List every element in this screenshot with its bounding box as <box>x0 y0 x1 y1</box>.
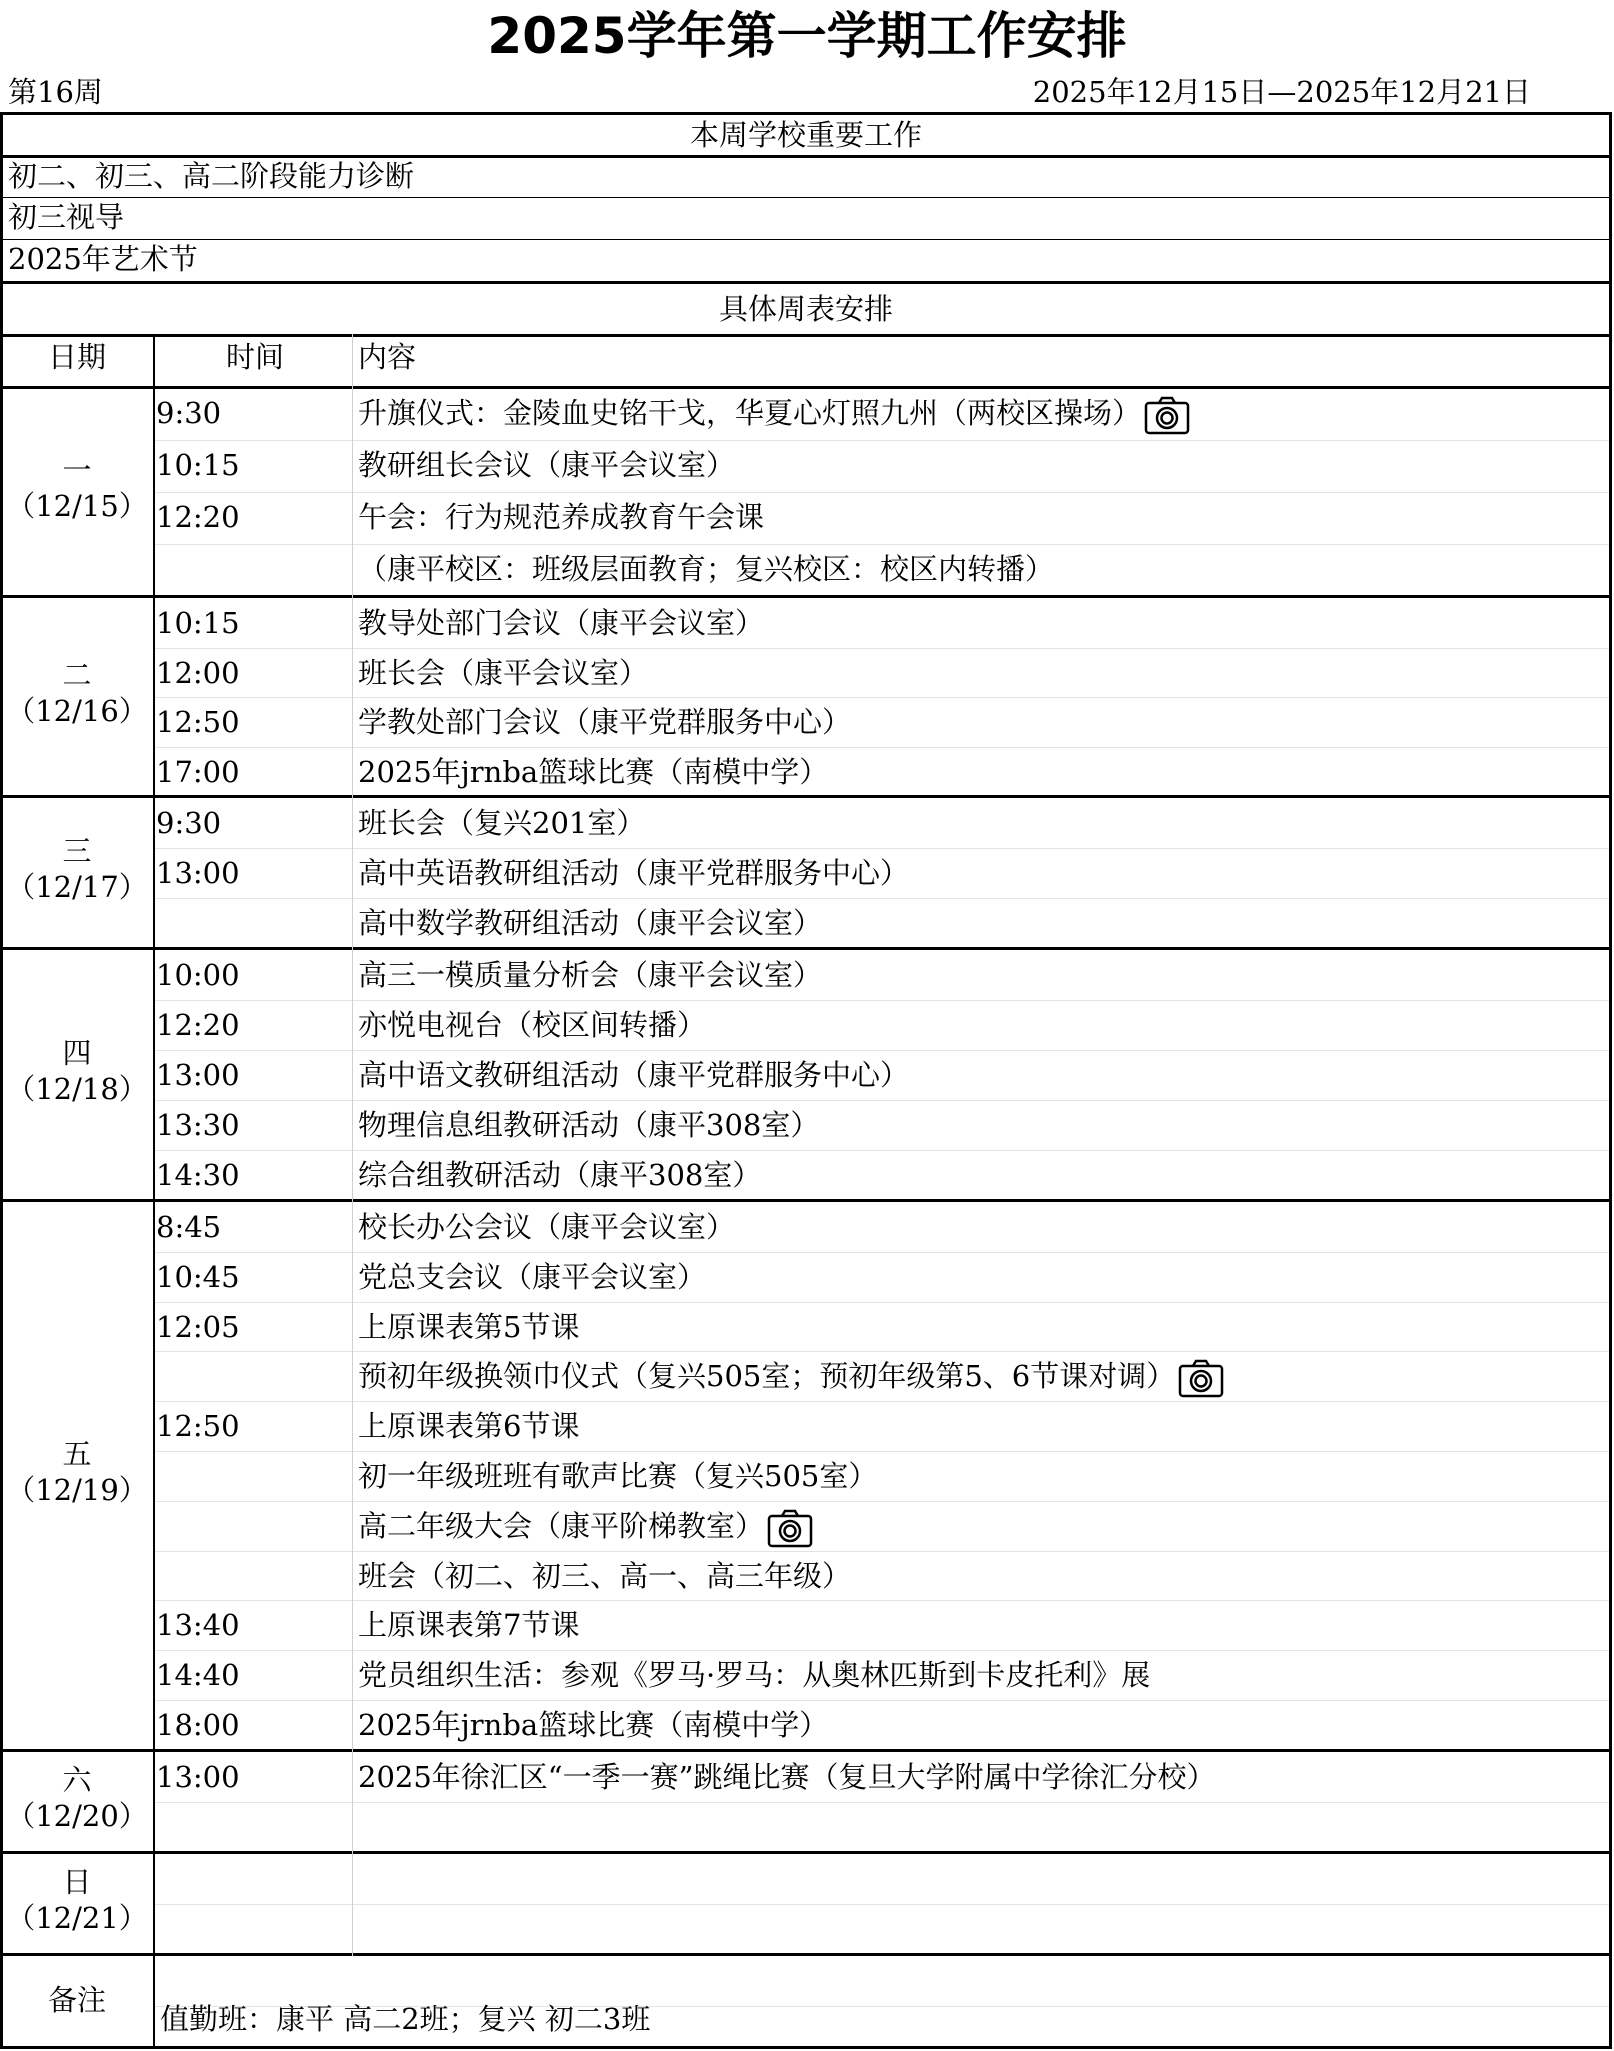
row-divider <box>0 239 1612 240</box>
content-cell: 党总支会议（康平会议室） <box>358 1259 707 1294</box>
content-cell: 班长会（康平会议室） <box>358 655 649 690</box>
row-gridline <box>154 1150 1609 1151</box>
time-cell: 12:20 <box>156 1008 240 1042</box>
content-cell: （康平校区：班级层面教育；复兴校区：校区内转播） <box>358 552 1055 586</box>
time-cell: 13:00 <box>156 856 240 890</box>
day-name: 二 <box>62 658 92 692</box>
row-gridline <box>154 1451 1609 1452</box>
time-cell: 10:15 <box>156 606 240 640</box>
row-gridline <box>154 1401 1609 1402</box>
row-gridline <box>154 1000 1609 1001</box>
row-gridline <box>154 544 1609 545</box>
day-date: （12/19） <box>6 1473 148 1508</box>
content-cell: 2025年jrnba篮球比赛（南模中学） <box>358 754 829 789</box>
time-cell: 18:00 <box>156 1708 240 1742</box>
column-divider <box>352 334 353 1956</box>
row-gridline <box>154 1351 1609 1352</box>
time-cell: 12:05 <box>156 1309 240 1344</box>
content-cell: 上原课表第6节课 <box>358 1409 580 1444</box>
content-cell: 高中数学教研组活动（康平会议室） <box>358 906 823 940</box>
time-cell: 9:30 <box>156 396 222 430</box>
row-gridline <box>154 697 1609 698</box>
row-divider <box>0 1199 1612 1202</box>
content-cell: 班会（初二、初三、高一、高三年级） <box>358 1558 852 1593</box>
row-gridline <box>154 1904 1609 1905</box>
row-gridline <box>154 1600 1609 1601</box>
day-date: （12/18） <box>6 1072 148 1107</box>
row-divider <box>0 1749 1612 1752</box>
time-cell: 12:20 <box>156 500 240 534</box>
row-divider <box>0 947 1612 950</box>
row-gridline <box>154 1501 1609 1502</box>
day-label <box>0 452 154 525</box>
day-name: 一 <box>62 453 92 487</box>
time-cell: 13:30 <box>156 1108 240 1142</box>
day-date: （12/15） <box>6 489 148 524</box>
content-cell: 预初年级换领巾仪式（复兴505室；预初年级第5、6节课对调） <box>358 1358 1598 1398</box>
content-cell: 高中语文教研组活动（康平党群服务中心） <box>358 1058 910 1092</box>
content-cell: 上原课表第5节课 <box>358 1309 580 1344</box>
day-label <box>0 1436 154 1509</box>
row-gridline <box>154 1100 1609 1101</box>
row-gridline <box>154 492 1609 493</box>
content-cell: 高二年级大会（康平阶梯教室） <box>358 1508 1598 1548</box>
row-divider <box>0 281 1612 284</box>
time-cell: 17:00 <box>156 754 240 789</box>
important-item: 2025年艺术节 <box>8 242 198 276</box>
content-cell: 初一年级班班有歌声比赛（复兴505室） <box>358 1459 878 1493</box>
content-cell: 教导处部门会议（康平会议室） <box>358 606 765 640</box>
row-gridline <box>154 1050 1609 1051</box>
row-gridline <box>154 848 1609 849</box>
day-date: （12/20） <box>6 1799 148 1834</box>
row-gridline <box>154 1252 1609 1253</box>
content-cell: 班长会（复兴201室） <box>358 806 646 840</box>
row-divider <box>0 1851 1612 1854</box>
time-cell: 14:30 <box>156 1158 240 1192</box>
time-cell: 10:00 <box>156 958 240 992</box>
content-cell: 物理信息组教研活动（康平308室） <box>358 1108 820 1142</box>
content-cell: 高三一模质量分析会（康平会议室） <box>358 958 823 992</box>
important-item: 初二、初三、高二阶段能力诊断 <box>8 159 415 193</box>
time-cell: 12:50 <box>156 705 240 739</box>
content-cell: 午会：行为规范养成教育午会课 <box>358 500 765 534</box>
camera-icon <box>1177 1358 1225 1398</box>
row-gridline <box>154 440 1609 441</box>
content-cell: 2025年徐汇区“一季一赛”跳绳比赛（复旦大学附属中学徐汇分校） <box>358 1759 1216 1794</box>
time-cell: 10:45 <box>156 1259 240 1294</box>
day-label <box>0 657 154 730</box>
row-gridline <box>154 1551 1609 1552</box>
camera-icon <box>766 1508 814 1548</box>
row-gridline <box>154 1700 1609 1701</box>
column-header-time: 时间 <box>225 340 284 374</box>
schedule-header: 具体周表安排 <box>718 292 893 326</box>
remarks-text: 值勤班：康平 高二2班；复兴 初二3班 <box>160 2002 651 2036</box>
time-cell: 10:15 <box>156 448 240 482</box>
column-header-date: 日期 <box>47 340 106 374</box>
day-label <box>0 1035 154 1108</box>
row-divider <box>0 595 1612 598</box>
row-gridline <box>154 1802 1609 1803</box>
time-cell: 9:30 <box>156 806 222 840</box>
page-title: 2025学年第一学期工作安排 <box>487 7 1127 65</box>
day-name: 六 <box>62 1762 92 1797</box>
row-divider <box>0 1953 1612 1956</box>
column-header-content: 内容 <box>358 340 417 374</box>
column-divider <box>153 334 155 2049</box>
remarks-label: 备注 <box>47 1983 106 2018</box>
content-cell: 升旗仪式：金陵血史铭干戈，华夏心灯照九州（两校区操场） <box>358 395 1598 435</box>
row-divider <box>0 386 1612 389</box>
day-date: （12/17） <box>6 870 148 905</box>
camera-icon <box>1143 395 1191 435</box>
day-label <box>0 1864 154 1937</box>
row-gridline <box>154 1650 1609 1651</box>
important-header: 本周学校重要工作 <box>689 118 922 152</box>
day-name: 四 <box>62 1036 92 1070</box>
time-cell: 12:00 <box>156 655 240 690</box>
time-cell: 12:50 <box>156 1409 240 1444</box>
time-cell: 13:00 <box>156 1058 240 1092</box>
row-gridline <box>154 747 1609 748</box>
time-cell: 14:40 <box>156 1658 240 1693</box>
day-name: 五 <box>62 1436 92 1471</box>
day-name: 日 <box>62 1864 92 1899</box>
row-gridline <box>154 898 1609 899</box>
time-cell: 13:40 <box>156 1608 240 1643</box>
row-divider <box>0 197 1612 198</box>
week-label: 第16周 <box>8 75 103 109</box>
content-cell: 亦悦电视台（校区间转播） <box>358 1008 707 1042</box>
row-gridline <box>154 648 1609 649</box>
day-date: （12/16） <box>6 694 148 729</box>
time-cell: 13:00 <box>156 1759 240 1794</box>
content-cell: 党员组织生活：参观《罗马·罗马：从奥林匹斯到卡皮托利》展 <box>358 1658 1151 1693</box>
day-label <box>0 833 154 906</box>
row-divider <box>0 795 1612 798</box>
day-label <box>0 1762 154 1835</box>
content-cell: 2025年jrnba篮球比赛（南模中学） <box>358 1708 829 1742</box>
row-divider <box>0 334 1612 337</box>
content-cell: 高中英语教研组活动（康平党群服务中心） <box>358 856 910 890</box>
content-cell: 综合组教研活动（康平308室） <box>358 1158 762 1192</box>
content-cell: 校长办公会议（康平会议室） <box>358 1210 736 1244</box>
content-cell: 教研组长会议（康平会议室） <box>358 448 736 482</box>
content-cell: 学教处部门会议（康平党群服务中心） <box>358 705 852 739</box>
day-name: 三 <box>62 834 92 868</box>
day-date: （12/21） <box>6 1901 148 1936</box>
date-range: 2025年12月15日—2025年12月21日 <box>1032 75 1531 109</box>
time-cell: 8:45 <box>156 1210 222 1244</box>
content-cell: 上原课表第7节课 <box>358 1608 580 1643</box>
row-gridline <box>154 1302 1609 1303</box>
important-item: 初三视导 <box>8 200 125 234</box>
